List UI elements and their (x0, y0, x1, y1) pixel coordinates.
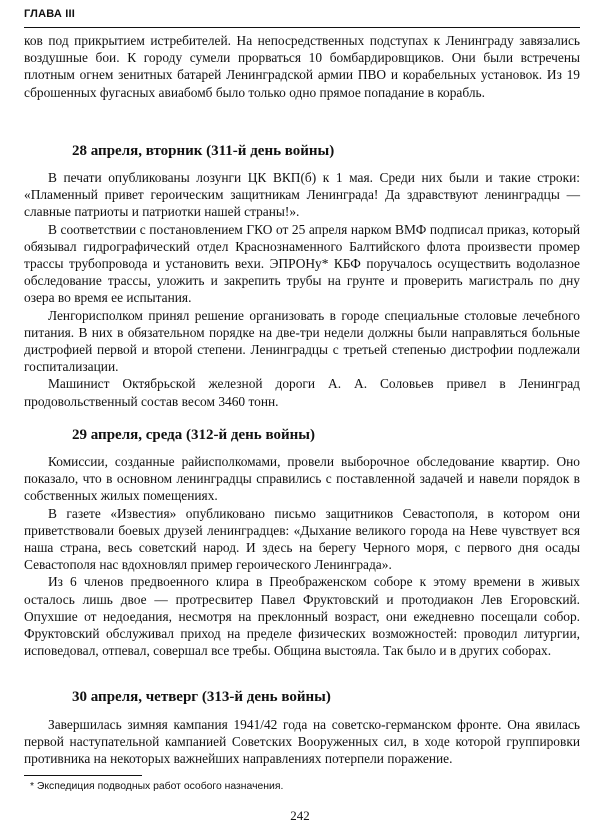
paragraph: В газете «Известия» опубликовано письмо защитников Севастополя, в котором они приветствовали боевых друзей ленинградцев: «Дыхание великого города на Неве чувствует вся наша страна, весь советский народ. И здесь на берегу Черного моря, с первого дня осады Севастополя нас вдохновлял пример героического Ленинграда». (24, 505, 580, 573)
running-head: ГЛАВА III (24, 8, 75, 20)
section-body-april-28 (24, 169, 580, 410)
section-body-april-29 (24, 453, 580, 659)
footnote: * Экспедиция подводных работ особого назначения. (30, 781, 284, 792)
paragraph: Комиссии, созданные райисполкомами, провели выборочное обследование квартир. Оно показало, что в основном ленинградцы справились с поставленной задачей и навели порядок в собственных жилых помещениях. (24, 454, 580, 504)
paragraph: Ленгорисполком принял решение организовать в городе специальные столовые лечебного питания. В них в обязательном порядке на две-три недели должны были направляться больные дистрофией первой и второй степени. Ленинградцы с третьей степенью дистрофии подлежали госпитализации. (24, 307, 580, 375)
section-heading-april-29: 29 апреля, среда (312-й день войны) (72, 427, 315, 443)
header-divider (24, 27, 580, 28)
paragraph: В печати опубликованы лозунги ЦК ВКП(б) к 1 мая. Среди них были и такие строки: «Пламенный привет героическим защитникам Ленинграда! Да здравствуют ленинградцы — славные патриоты и патриотки нашей страны!». (24, 170, 580, 220)
section-heading-april-30: 30 апреля, четверг (313-й день войны) (72, 689, 331, 705)
paragraph: Машинист Октябрьской железной дороги А. А. Соловьев привел в Ленинград продовольственный состав весом 3460 тонн. (24, 376, 580, 409)
page-number: 242 (290, 808, 310, 823)
section-heading-april-28: 28 апреля, вторник (311-й день войны) (72, 143, 335, 159)
paragraph: В соответствии с постановлением ГКО от 25 апреля нарком ВМФ подписал приказ, который обязывал гидрографический отдел Краснознаменного Балтийского флота произвести промер трассы трубопровода и установить вехи. ЭПРОНу* КБФ поручалось осуществить водолазное обследование трассы, уложить и закрепить трубы на грунте и проверить магистраль по дну озера во время ее испытания. (24, 221, 580, 306)
footnote-divider (24, 775, 142, 776)
paragraph: Из 6 членов предвоенного клира в Преображенском соборе к этому времени в живых осталось лишь двое — протресвитер Павел Фруктовский и протодиакон Лев Егоровский. Опухшие от недоедания, несмотря на преклонный возраст, они ежедневно посещали собор. Фруктовский обслуживал приход на пределе физических возможностей: проводил литургии, исповедовал, отпевал, совершал все требы. Община выстояла. Так было и в других соборах. (24, 574, 580, 659)
paragraph: Завершилась зимняя кампания 1941/42 года на советско-германском фронте. Она явилась первой наступательной кампанией Советских Вооруженных сил, в ходе которой группировки противника на некоторых важнейших направлениях потерпели поражение. (24, 717, 580, 767)
intro-block (24, 32, 580, 101)
intro-paragraph: ков под прикрытием истребителей. На непосредственных подступах к Ленинграду завязались воздушные бои. К городу сумели прорваться 10 бомбардировщиков. Они были встречены плотным огнем зенитных батарей Ленинградской армии ПВО и корабельных установок. Из 19 сброшенных фугасных авиабомб было только одно прямое попадание в корабль. (24, 33, 580, 100)
section-body-april-30 (24, 716, 580, 768)
